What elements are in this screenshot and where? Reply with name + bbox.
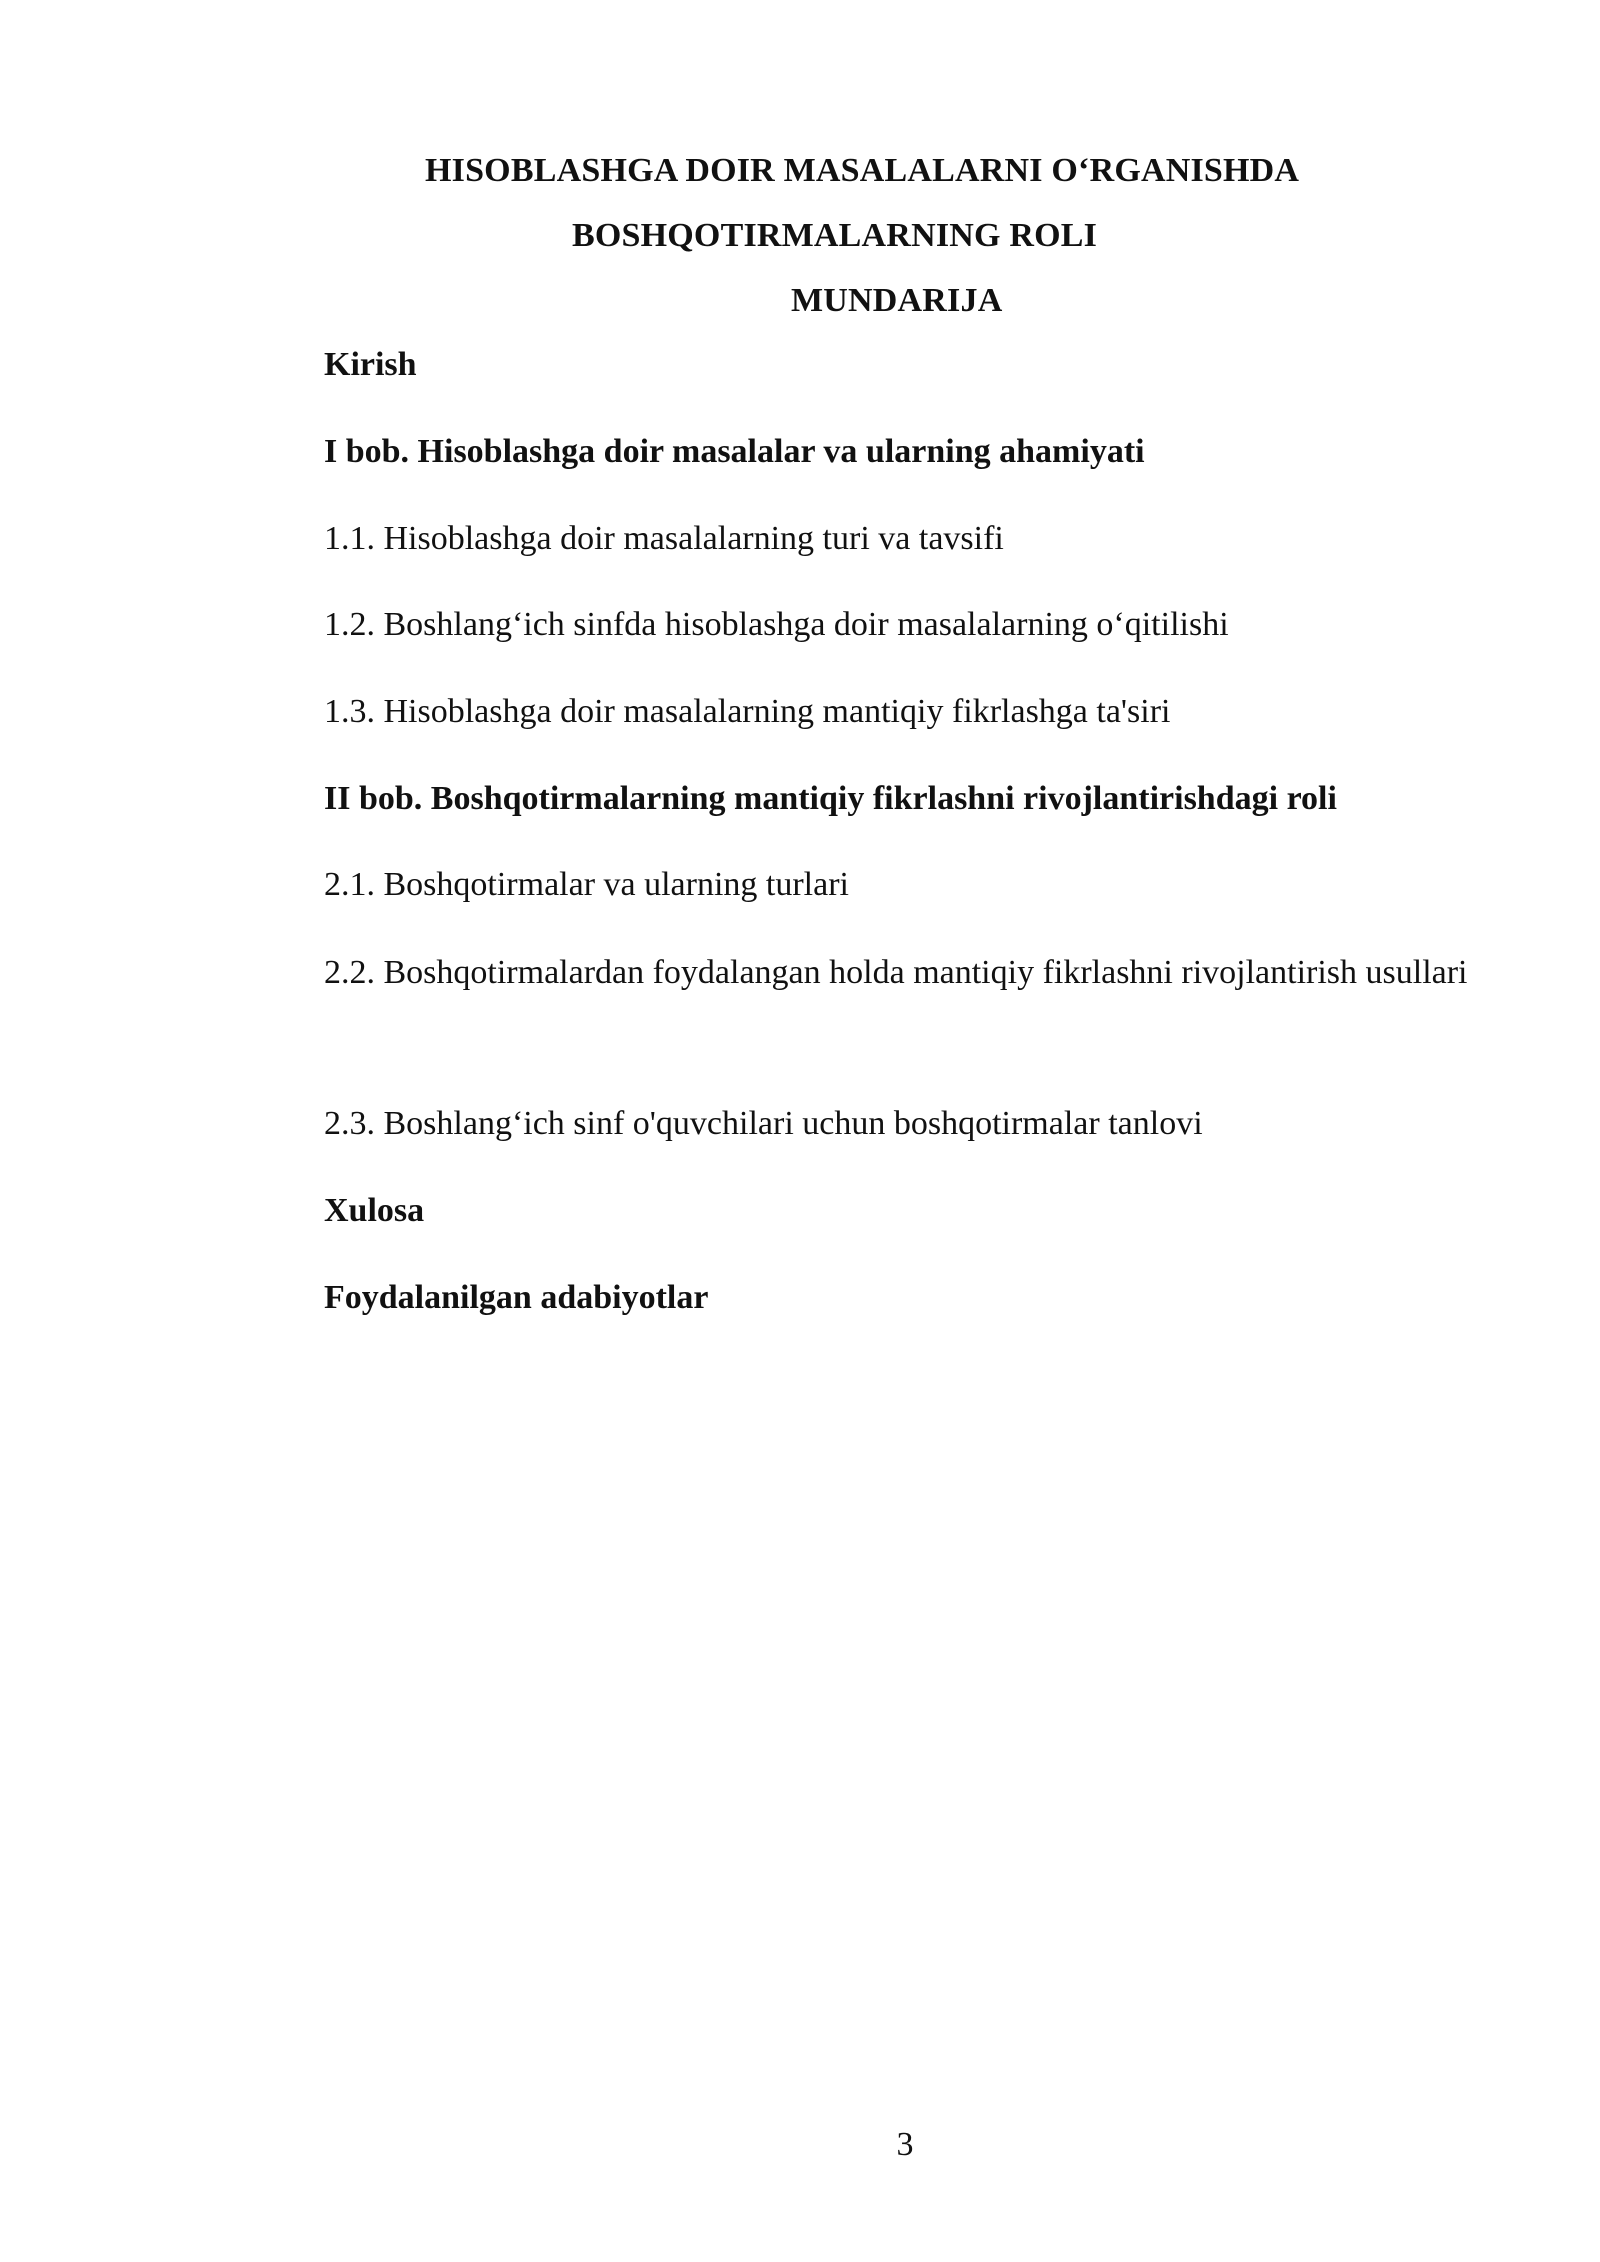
- document-title-line-1: HISOBLASHGA DOIR MASALALARNI O‘RGANISHDA: [425, 152, 1300, 189]
- toc-entry-section-1-3: 1.3. Hisoblashga doir masalalarning mantiqiy fikrlashga ta'siri: [324, 693, 1171, 730]
- toc-entry-section-1-1: 1.1. Hisoblashga doir masalalarning turi va tavsifi: [324, 520, 1004, 557]
- toc-entry-chapter-1: I bob. Hisoblashga doir masalalar va ularning ahamiyati: [324, 433, 1145, 470]
- toc-entry-section-2-1: 2.1. Boshqotirmalar va ularning turlari: [324, 866, 849, 903]
- toc-entry-section-2-3: 2.3. Boshlang‘ich sinf o'quvchilari uchun boshqotirmalar tanlovi: [324, 1105, 1203, 1142]
- toc-entry-conclusion: Xulosa: [324, 1192, 425, 1229]
- page-number: 3: [896, 2126, 914, 2163]
- document-title-line-2: BOSHQOTIRMALARNING ROLI: [572, 217, 1098, 254]
- toc-entry-section-2-2: 2.2. Boshqotirmalardan foydalangan holda mantiqiy fikrlashni rivojlantirish usullari: [324, 954, 1468, 991]
- toc-entry-introduction: Kirish: [324, 346, 417, 383]
- toc-entry-references: Foydalanilgan adabiyotlar: [324, 1279, 709, 1316]
- toc-entry-chapter-2: II bob. Boshqotirmalarning mantiqiy fikrlashni rivojlantirishdagi roli: [324, 780, 1337, 817]
- toc-entry-section-1-2: 1.2. Boshlang‘ich sinfda hisoblashga doir masalalarning o‘qitilishi: [324, 606, 1229, 643]
- contents-heading: MUNDARIJA: [791, 282, 1003, 319]
